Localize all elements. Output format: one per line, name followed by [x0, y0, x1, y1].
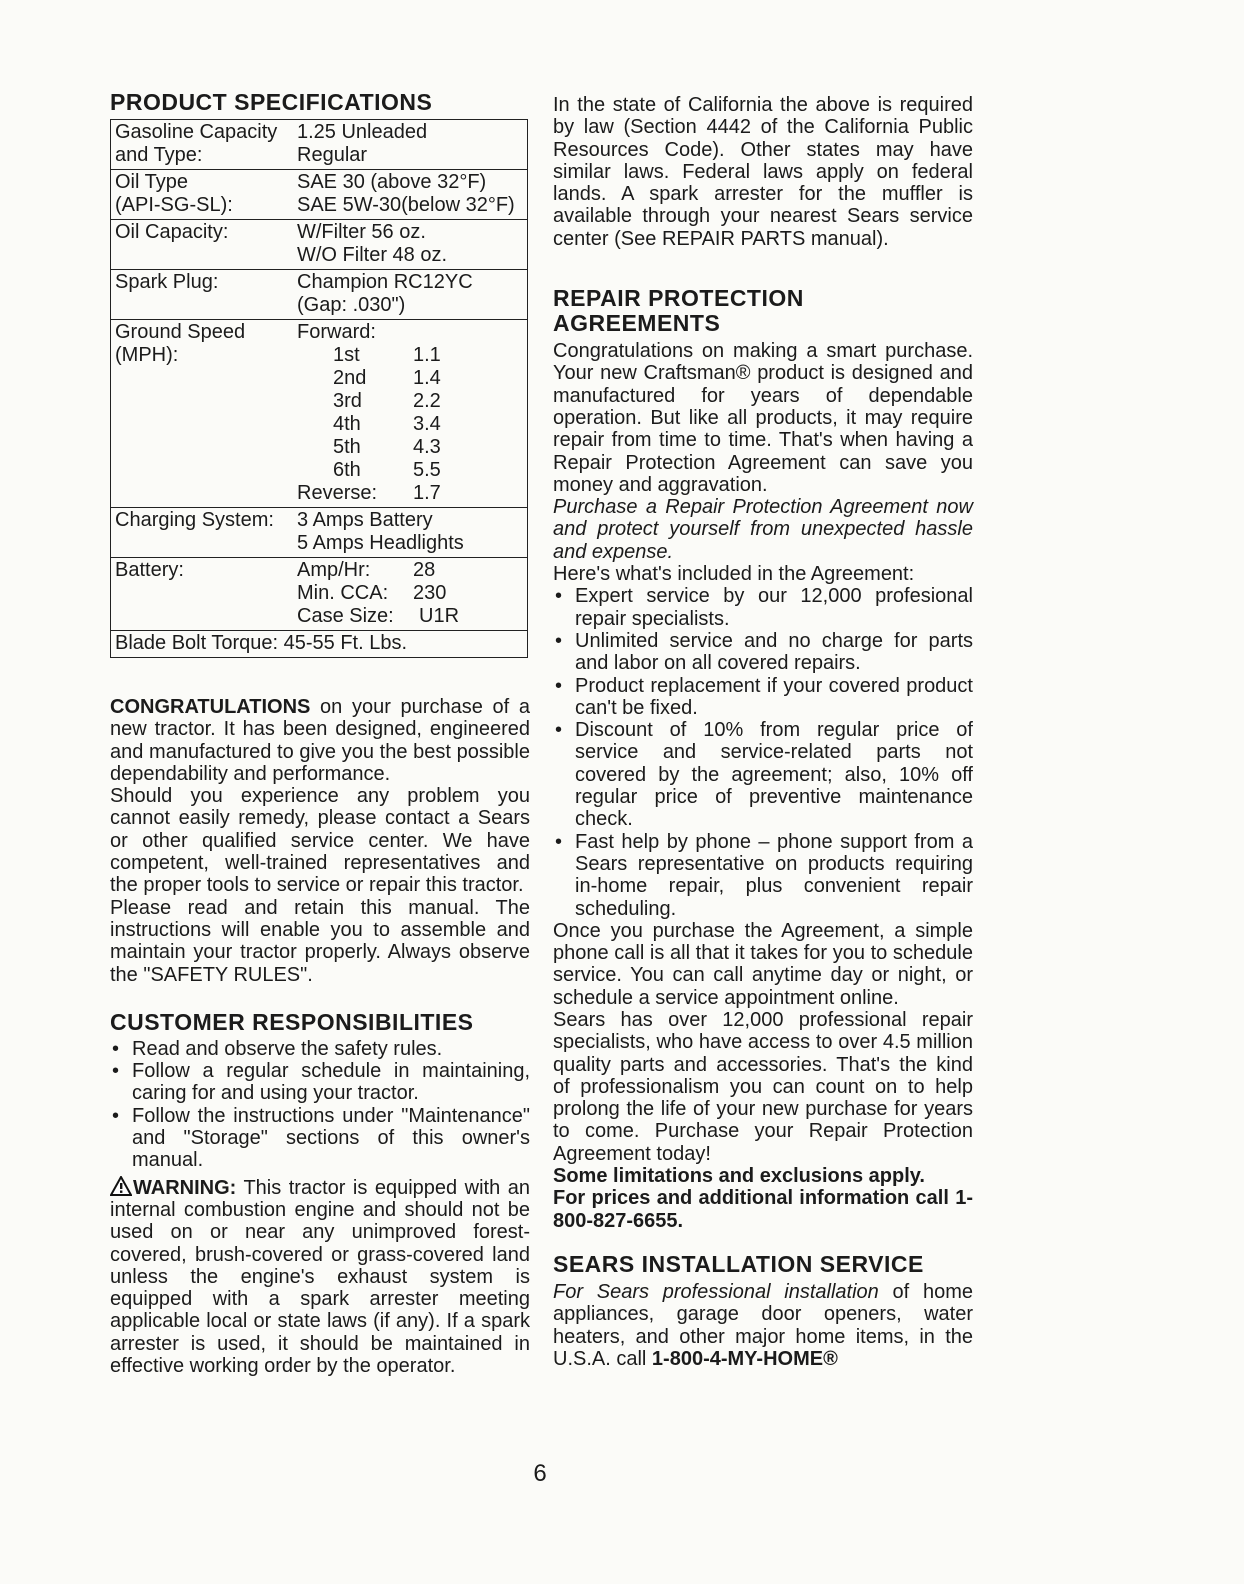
agreement-included-label: Here's what's included in the Agreement:	[553, 563, 915, 586]
spec-row-spark-plug: Spark Plug: Champion RC12YC (Gap: .030")	[111, 270, 528, 320]
list-item: • Product replacement if your covered product can't be fixed.	[553, 675, 973, 720]
list-item: • Fast help by phone – phone support from a Sears representative on products requiring in-home repair, plus convenient repair scheduling.	[553, 831, 973, 920]
repair-protection-heading: REPAIR PROTECTION AGREEMENTS	[553, 285, 804, 337]
gear-row: 3rd 2.2	[333, 390, 441, 412]
spec-row-gasoline: Gasoline Capacity and Type: 1.25 Unleaded Regular	[111, 120, 528, 170]
left-column	[110, 90, 530, 1377]
reverse-row: Reverse: 1.7	[297, 482, 441, 504]
limitations-note: Some limitations and exclusions apply.	[553, 1165, 925, 1188]
list-item: • Discount of 10% from regular price of service and service-related parts not covered by the agreement; also, 10% off regular price of preventive maintenance check.	[553, 719, 973, 830]
congratulations-paragraph: CONGRATULATIONS on your purchase of a new tractor. It has been designed, engineered and manufactured to give you the best possible dependability and performance.	[110, 696, 530, 785]
page-number: 6	[533, 1460, 547, 1487]
purchase-agreement-paragraph: Once you purchase the Agreement, a simple phone call is all that it takes for you to schedule service. You can call anytime day or night, or schedule a service appointment online.	[553, 919, 973, 1009]
prices-info-phone: For prices and additional information call 1-800-827-6655.	[553, 1187, 973, 1232]
gear-row: 4th 3.4	[333, 413, 441, 435]
list-item: • Follow the instructions under "Maintenance" and "Storage" sections of this owner's manual.	[110, 1105, 530, 1172]
spec-row-ground-speed: Ground Speed (MPH): Forward: 1st 1.1 2nd 1.4 3rd 2.2 4th 3.4 5th 4.3 6th 5.5 Reverse: 1.7	[111, 320, 528, 508]
repair-protection-italic: Purchase a Repair Protection Agreement now and protect yourself from unexpected hassle and expense.	[553, 496, 973, 563]
warning-paragraph: WARNING: This tractor is equipped with an internal combustion engine and should not be used on or near any unimproved forest-covered, brush-covered or grass-covered land unless the engine's exhaust system is equipped with a spark arrester meeting applicable local or state laws (if any). If a spark arrester is used, it should be maintained in effective working order by the operator.	[110, 1176, 530, 1378]
sears-installation-heading: SEARS INSTALLATION SERVICE	[553, 1250, 924, 1277]
customer-responsibilities-heading: CUSTOMER RESPONSIBILITIES	[110, 1008, 474, 1035]
spec-row-blade-torque: Blade Bolt Torque: 45-55 Ft. Lbs.	[111, 631, 528, 658]
gear-row: 1st 1.1	[333, 344, 441, 366]
warning-triangle-icon	[110, 1176, 132, 1196]
installation-paragraph: For Sears professional installation of home appliances, garage door openers, water heaters, and other major home items, in the U.S.A. call 1-800-4-MY-HOME®	[553, 1280, 973, 1370]
spec-row-oil-capacity: Oil Capacity: W/Filter 56 oz. W/O Filter 48 oz.	[111, 220, 528, 270]
gear-row: 6th 5.5	[333, 459, 441, 481]
specifications-table	[110, 119, 528, 658]
california-paragraph: In the state of California the above is required by law (Section 4442 of the California Public Resources Code). Other states may have similar laws. Federal laws apply on federal lands. A spark arrester for the muffler is available through your nearest Sears service center (See REPAIR PARTS manual).	[553, 94, 973, 250]
problem-paragraph: Should you experience any problem you cannot easily remedy, please contact a Sears or other qualified service center. We have competent, well-trained representatives and the proper tools to service or repair this tractor.	[110, 785, 530, 897]
repair-protection-intro: Congratulations on making a smart purchase. Your new Craftsman® product is designed and manufactured for years of dependable operation. But like all products, it may require repair from time to time. That's when having a Repair Protection Agreement can save you money and aggravation.	[553, 340, 973, 496]
manual-paragraph: Please read and retain this manual. The instructions will enable you to assemble and maintain your tractor properly. Always observe the "SAFETY RULES".	[110, 896, 530, 986]
right-column	[553, 94, 973, 1370]
gear-row: 5th 4.3	[333, 436, 441, 458]
list-item: • Follow a regular schedule in maintaining, caring for and using your tractor.	[110, 1060, 530, 1105]
spec-row-battery: Battery: Amp/Hr: 28 Min. CCA: 230 Case Size: U1R	[111, 558, 528, 631]
agreement-benefits-list	[553, 585, 973, 919]
list-item: • Expert service by our 12,000 profesional repair specialists.	[553, 585, 973, 630]
gear-row: 2nd 1.4	[333, 367, 441, 389]
product-specifications-heading: PRODUCT SPECIFICATIONS	[110, 89, 433, 115]
spec-row-oil-type: Oil Type (API-SG-SL): SAE 30 (above 32°F) SAE 5W-30(below 32°F)	[111, 170, 528, 220]
sears-specialists-paragraph: Sears has over 12,000 professional repair specialists, who have access to over 4.5 million quality parts and accessories. That's the kind of professionalism you can count on to help prolong the life of your new purchase for years to come. Purchase your Repair Protection Agreement today!	[553, 1008, 973, 1165]
list-item: • Read and observe the safety rules.	[110, 1038, 530, 1060]
list-item: • Unlimited service and no charge for parts and labor on all covered repairs.	[553, 630, 973, 675]
customer-responsibilities-list	[110, 1038, 530, 1172]
spec-row-charging: Charging System: 3 Amps Battery 5 Amps Headlights	[111, 508, 528, 558]
